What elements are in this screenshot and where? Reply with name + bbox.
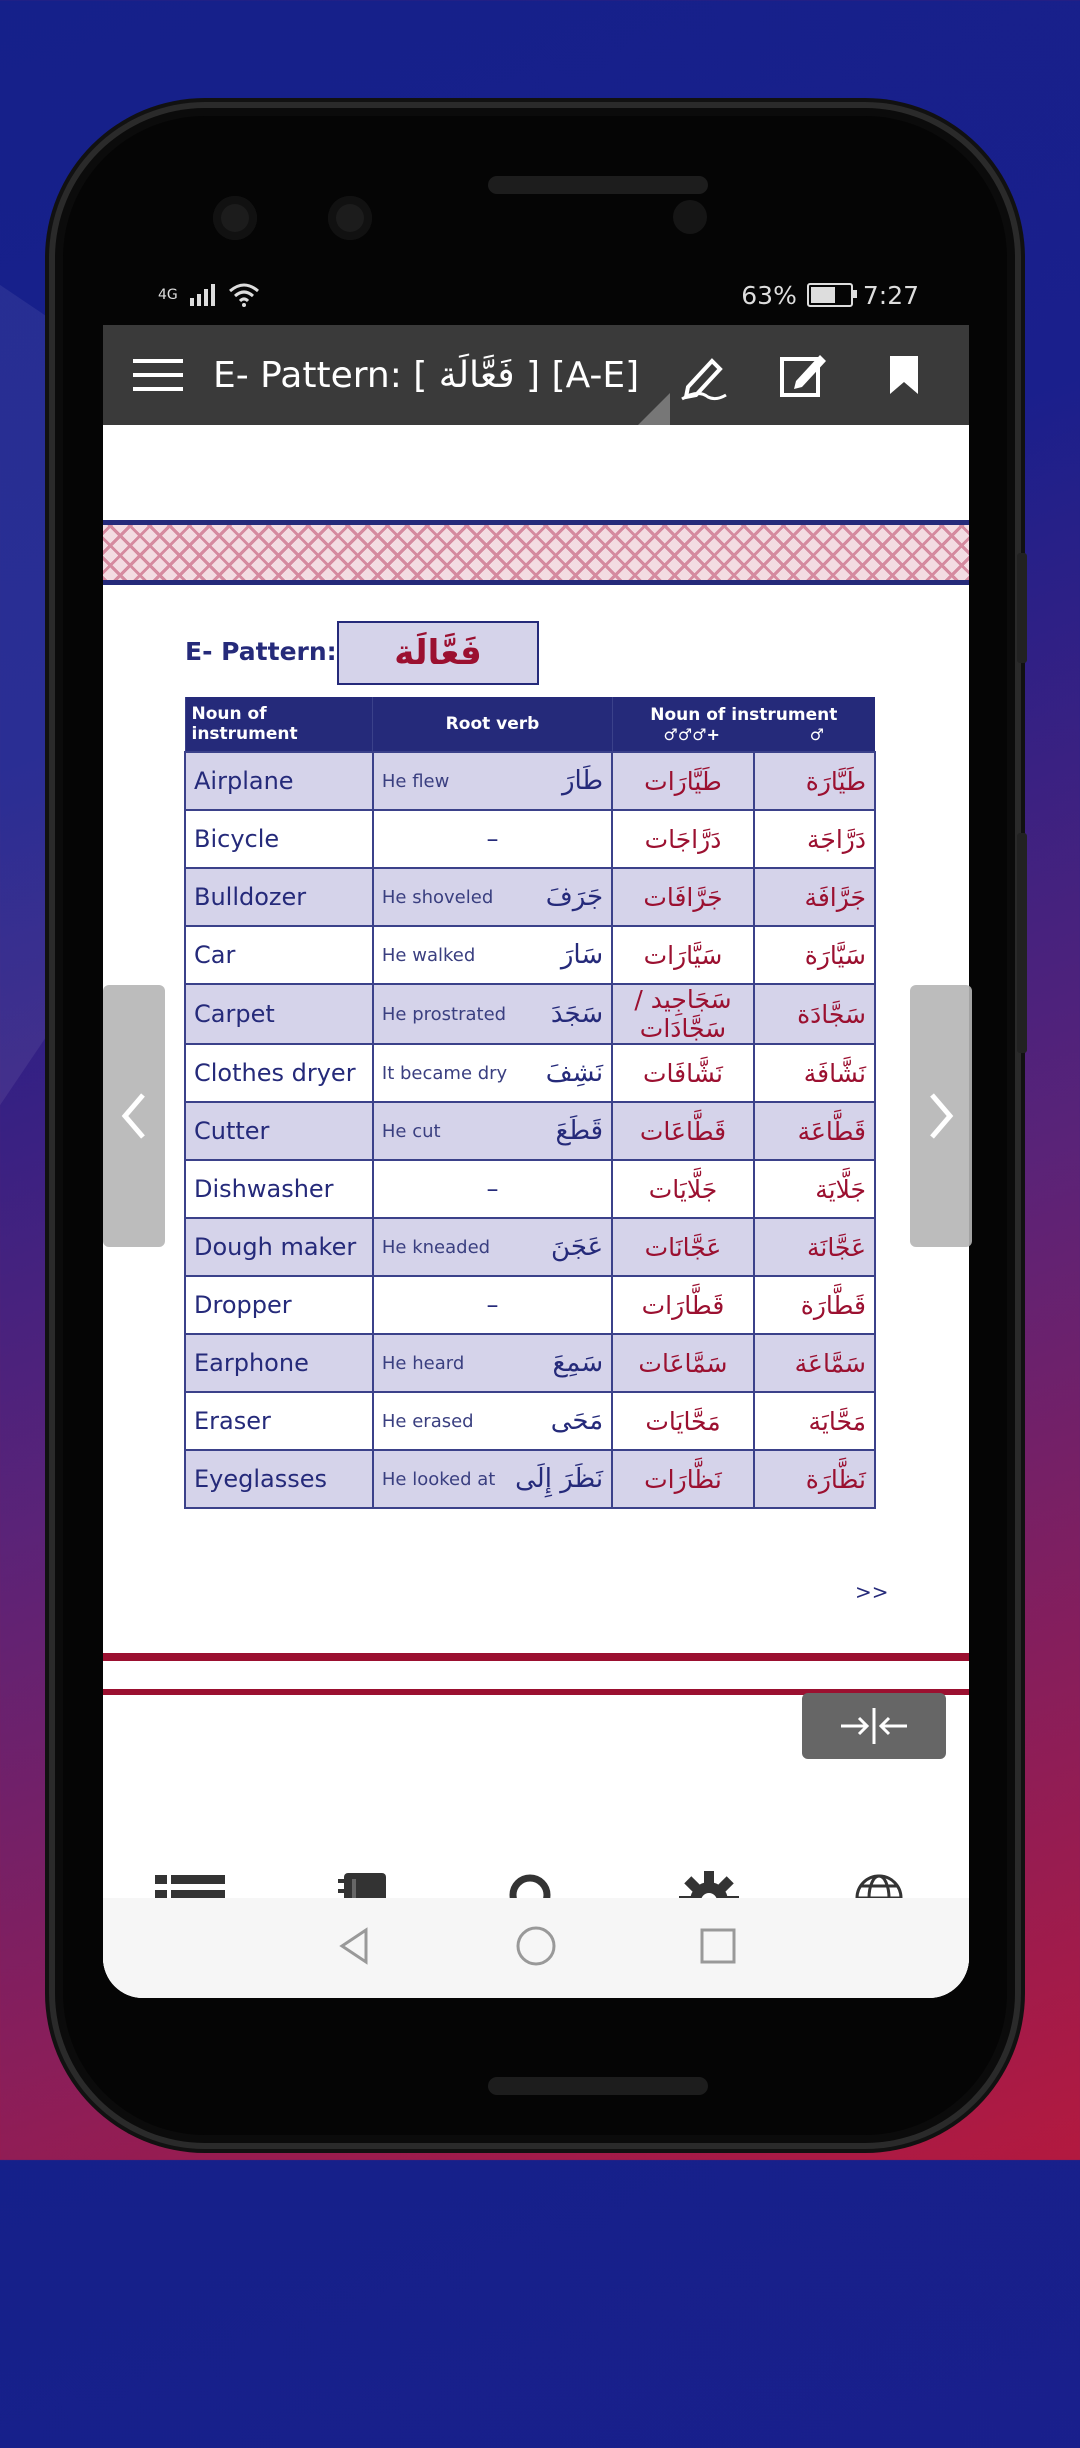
- back-button[interactable]: [334, 1926, 374, 1970]
- recents-icon: [698, 1926, 738, 1966]
- table-row: [185, 810, 875, 868]
- noun-english: Clothes dryer: [185, 1044, 373, 1102]
- root-english: He walked: [381, 944, 476, 966]
- singular-arabic: دَرَّاجَة: [754, 810, 875, 868]
- header-noun: Noun of instrument: [185, 697, 373, 752]
- root-arabic: سَارَ: [560, 940, 604, 970]
- decorative-band-top: [103, 520, 969, 585]
- root-english: He shoveled: [381, 886, 494, 908]
- annotate-button[interactable]: [669, 340, 739, 410]
- singular-arabic: عَجَّانَة: [754, 1218, 875, 1276]
- clock: 7:27: [862, 280, 919, 310]
- root-cell: [373, 1334, 612, 1392]
- noun-english: Dropper: [185, 1276, 373, 1334]
- status-bar: [103, 265, 969, 325]
- table-row: [185, 1044, 875, 1102]
- table-row: [185, 1160, 875, 1218]
- root-english: He looked at: [381, 1468, 496, 1490]
- root-arabic: سَمِعَ: [552, 1348, 604, 1378]
- table-row: [185, 984, 875, 1044]
- page-content: [103, 425, 969, 1760]
- plural-arabic: طَيَّارَات: [612, 752, 754, 810]
- hamburger-icon: [133, 357, 183, 393]
- app-bar: [103, 325, 969, 425]
- root-cell: [373, 810, 612, 868]
- plural-arabic: سَيَّارَات: [612, 926, 754, 984]
- root-arabic: سَجَدَ: [550, 999, 604, 1029]
- root-arabic: مَحَى: [550, 1406, 604, 1436]
- system-navigation-bar: [103, 1898, 969, 1998]
- noun-english: Dishwasher: [185, 1160, 373, 1218]
- singular-symbol: ♂: [809, 724, 825, 744]
- noun-english: Eraser: [185, 1392, 373, 1450]
- root-english: He flew: [381, 770, 450, 792]
- back-icon: [334, 1926, 374, 1966]
- bookmark-button[interactable]: [869, 340, 939, 410]
- root-cell: [373, 868, 612, 926]
- chevron-left-icon: [119, 1091, 149, 1141]
- table-row: [185, 1392, 875, 1450]
- pattern-arabic: فَعَّالَة: [337, 621, 539, 685]
- plural-arabic: نَظَّارَات: [612, 1450, 754, 1508]
- root-empty: –: [486, 1291, 499, 1319]
- header-plural-singular: [612, 697, 875, 752]
- noun-english: Car: [185, 926, 373, 984]
- battery-icon: [807, 283, 853, 307]
- vocabulary-table: [184, 697, 876, 1509]
- plural-arabic: عَجَّانَات: [612, 1218, 754, 1276]
- bookmark-icon: [886, 354, 922, 396]
- root-cell: [373, 752, 612, 810]
- table-row: [185, 926, 875, 984]
- root-arabic: طَارَ: [561, 766, 604, 796]
- singular-arabic: سَمَّاعَة: [754, 1334, 875, 1392]
- next-page-marker: >>: [855, 1580, 889, 1604]
- dropdown-indicator: [638, 393, 670, 425]
- table-row: [185, 1334, 875, 1392]
- plural-arabic: نَشَّافَات: [612, 1044, 754, 1102]
- wifi-icon: [228, 283, 260, 307]
- table-row: [185, 1276, 875, 1334]
- edit-icon: [778, 349, 830, 401]
- root-cell: [373, 984, 612, 1044]
- table-row: [185, 868, 875, 926]
- header-root: Root verb: [373, 697, 612, 752]
- noun-english: Bicycle: [185, 810, 373, 868]
- page-title: E- Pattern: [ فَعَّالَة ] [A-E]: [213, 354, 640, 396]
- plural-symbol: ♂♂♂+: [663, 724, 720, 744]
- table-row: [185, 1218, 875, 1276]
- collapse-icon: [839, 1706, 909, 1746]
- front-camera-icon: [328, 196, 372, 240]
- root-english: He cut: [381, 1120, 441, 1142]
- root-cell: [373, 1160, 612, 1218]
- home-icon: [514, 1924, 558, 1968]
- signal-icon: [188, 284, 218, 306]
- root-english: He heard: [381, 1352, 465, 1374]
- plural-arabic: سَمَّاعَات: [612, 1334, 754, 1392]
- previous-page-button[interactable]: [103, 985, 165, 1247]
- noun-english: Earphone: [185, 1334, 373, 1392]
- plural-arabic: قَطَّاعَات: [612, 1102, 754, 1160]
- noun-english: Bulldozer: [185, 868, 373, 926]
- noun-english: Dough maker: [185, 1218, 373, 1276]
- noun-english: Cutter: [185, 1102, 373, 1160]
- plural-arabic: جَرَّافَات: [612, 868, 754, 926]
- plural-arabic: قَطَّارَات: [612, 1276, 754, 1334]
- volume-button: [1017, 553, 1027, 663]
- recents-button[interactable]: [698, 1926, 738, 1970]
- root-cell: [373, 926, 612, 984]
- singular-arabic: قَطَّاعَة: [754, 1102, 875, 1160]
- decorative-band-bottom: [103, 1653, 969, 1695]
- table-row: [185, 752, 875, 810]
- sensor-icon: [673, 200, 707, 234]
- root-cell: [373, 1276, 612, 1334]
- noun-english: Eyeglasses: [185, 1450, 373, 1508]
- network-type: 4G: [158, 287, 178, 303]
- singular-arabic: جَلَّايَة: [754, 1160, 875, 1218]
- fit-width-button[interactable]: [802, 1693, 946, 1759]
- table-row: [185, 1102, 875, 1160]
- root-cell: [373, 1392, 612, 1450]
- plural-arabic: جَلَّايَات: [612, 1160, 754, 1218]
- singular-arabic: جَرَّافَة: [754, 868, 875, 926]
- singular-arabic: قَطَّارَة: [754, 1276, 875, 1334]
- root-english: He kneaded: [381, 1236, 491, 1258]
- root-cell: [373, 1450, 612, 1508]
- power-button: [1017, 833, 1027, 1053]
- noun-english: Airplane: [185, 752, 373, 810]
- root-arabic: قَطَعَ: [555, 1116, 604, 1146]
- earpiece: [488, 176, 708, 194]
- plural-arabic: سَجَاجِيد / سَجَّادَات: [612, 984, 754, 1044]
- next-page-button[interactable]: [910, 985, 972, 1247]
- singular-arabic: مَحَّايَة: [754, 1392, 875, 1450]
- pen-icon: [678, 349, 730, 401]
- bottom-speaker: [488, 2077, 708, 2095]
- root-english: It became dry: [381, 1062, 508, 1084]
- noun-english: Carpet: [185, 984, 373, 1044]
- plural-arabic: دَرَّاجَات: [612, 810, 754, 868]
- table-row: [185, 1450, 875, 1508]
- root-cell: [373, 1218, 612, 1276]
- root-english: He erased: [381, 1410, 474, 1432]
- menu-button[interactable]: [103, 325, 213, 425]
- singular-arabic: طَيَّارَة: [754, 752, 875, 810]
- singular-arabic: نَشَّافَة: [754, 1044, 875, 1102]
- root-english: He prostrated: [381, 1003, 507, 1025]
- root-empty: –: [486, 825, 499, 853]
- front-camera-icon: [213, 196, 257, 240]
- root-arabic: جَرَفَ: [545, 882, 604, 912]
- pattern-label: E- Pattern:: [185, 637, 337, 666]
- root-arabic: عَجَنَ: [551, 1232, 604, 1262]
- edit-note-button[interactable]: [769, 340, 839, 410]
- singular-arabic: سَيَّارَة: [754, 926, 875, 984]
- root-arabic: نَظَرَ إِلَى: [515, 1464, 604, 1494]
- plural-arabic: مَحَّايَات: [612, 1392, 754, 1450]
- singular-arabic: سَجَّادَة: [754, 984, 875, 1044]
- battery-percent: 63%: [741, 280, 797, 310]
- root-empty: –: [486, 1175, 499, 1203]
- chevron-right-icon: [926, 1091, 956, 1141]
- root-arabic: نَشِفَ: [545, 1058, 604, 1088]
- root-cell: [373, 1044, 612, 1102]
- root-cell: [373, 1102, 612, 1160]
- header-noun-instrument: Noun of instrument: [650, 704, 838, 725]
- singular-arabic: نَظَّارَة: [754, 1450, 875, 1508]
- home-button[interactable]: [514, 1924, 558, 1972]
